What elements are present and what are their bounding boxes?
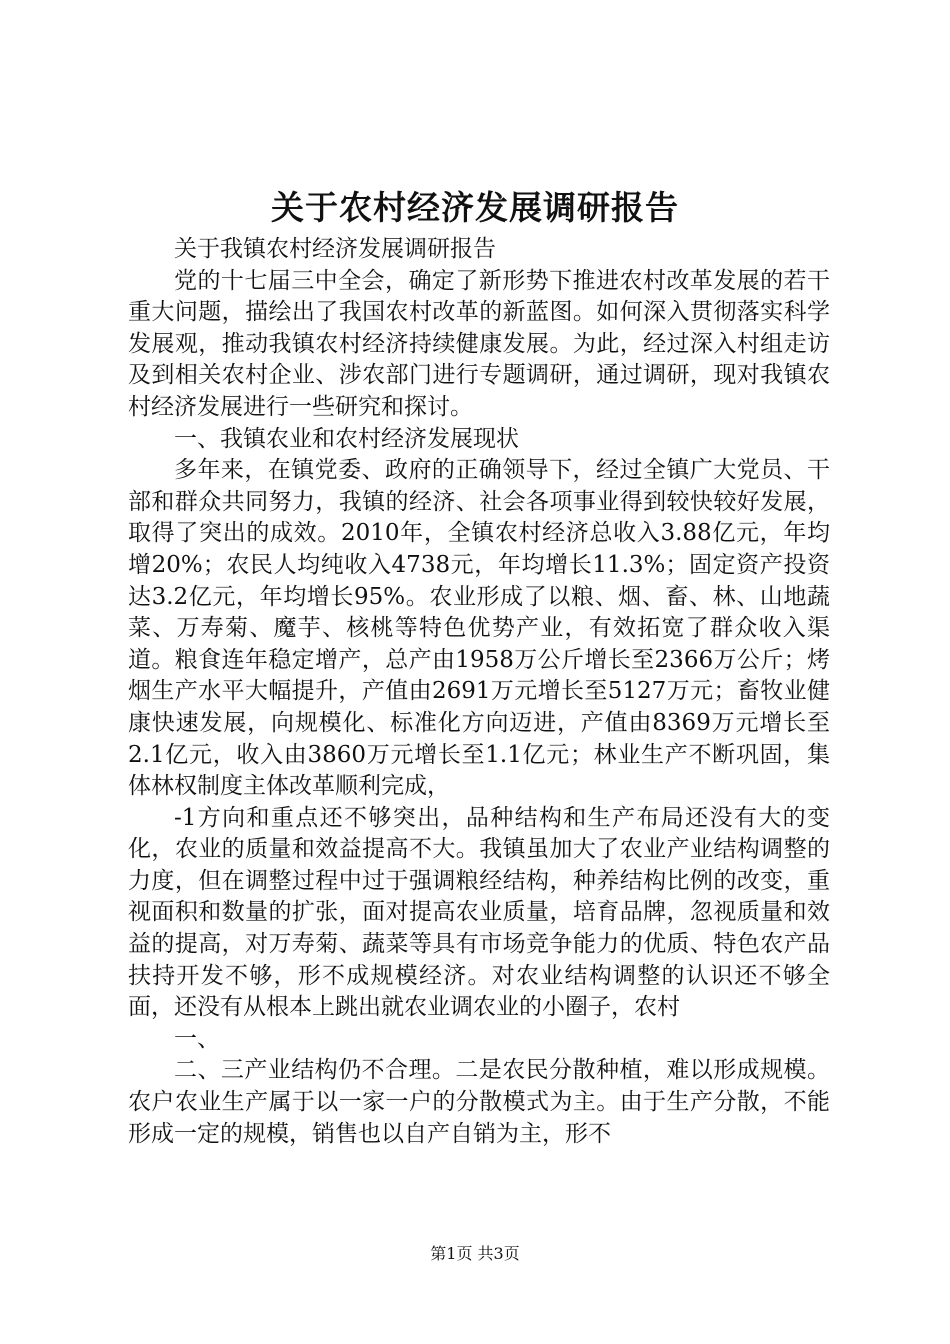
paragraph-intro: 党的十七届三中全会，确定了新形势下推进农村改革发展的若干重大问题，描绘出了我国农村改革的新蓝图。如何深入贯彻落实科学发展观，推动我镇农村经济持续健康发展。为此，经过深入村组走访及到相关农村企业、涉农部门进行专题调研，通过调研，现对我镇农村经济发展进行一些研究和探讨。 (128, 267, 830, 420)
document-title: 关于农村经济发展调研报告 (271, 188, 679, 227)
document-body (128, 234, 830, 1150)
section-heading-status: 一、我镇农业和农村经济发展现状 (174, 425, 519, 452)
paragraph-achievements: 多年来，在镇党委、政府的正确领导下，经过全镇广大党员、干部和群众共同努力，我镇的经济、社会各项事业得到较快较好发展，取得了突出的成效。2010年，全镇农村经济总收入3.88亿元，年均增20%；农民人均纯收入4738元，年均增长11.3%；固定资产投资达3.2亿元，年均增长95%。农业形成了以粮、烟、畜、林、山地蔬菜、万寿菊、魔芋、核桃等特色优势产业，有效拓宽了群众收入渠道。粮食连年稳定增产，总产由1958万公斤增长至2366万公斤；烤烟生产水平大幅提升，产值由2691万元增长至5127万元；畜牧业健康快速发展，向规模化、标准化方向迈进，产值由8369万元增长至2.1亿元，收入由3860万元增长至1.1亿元；林业生产不断巩固，集体林权制度主体改革顺利完成， (128, 457, 830, 800)
paragraph-subtitle: 关于我镇农村经济发展调研报告 (174, 236, 496, 262)
paragraph-structure: 二、三产业结构仍不合理。二是农民分散种植，难以形成规模。农户农业生产属于以一家一户的分散模式为主。由于生产分散，不能形成一定的规模，销售也以自产自销为主，形不 (128, 1057, 830, 1147)
page-footer: 第1页 共3页 (430, 1244, 520, 1263)
paragraph-problems: -1方向和重点还不够突出，品种结构和生产布局还没有大的变化，农业的质量和效益提高不大。我镇虽加大了农业产业结构调整的力度，但在调整过程中过于强调粮经结构，种养结构比例的改变，重视面积和数量的扩张，面对提高农业质量，培育品牌，忽视质量和效益的提高，对万寿菊、蔬菜等具有市场竞争能力的优质、特色农产品扶持开发不够，形不成规模经济。对农业结构调整的认识还不够全面，还没有从根本上跳出就农业调农业的小圈子，农村 (128, 804, 830, 1021)
paragraph-fragment: 一、 (174, 1025, 220, 1052)
